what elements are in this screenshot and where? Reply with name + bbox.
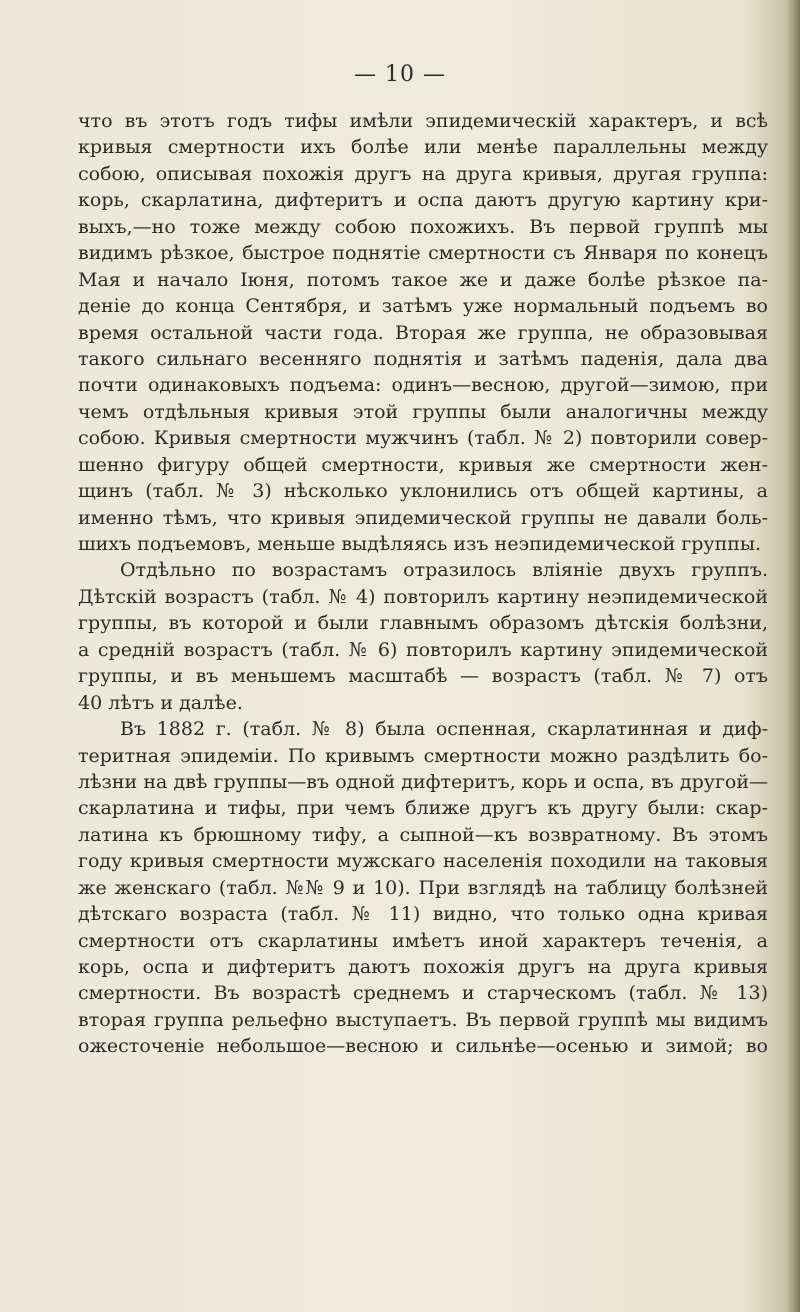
body-text	[78, 108, 768, 1060]
text-line: корь, скарлатина, дифтеритъ и оспа даютъ другую картину кри-	[78, 189, 768, 212]
text-line: дѣтскаго возраста (табл. № 11) видно, что только одна кривая	[78, 903, 768, 926]
text-line: ожесточеніе небольшое—весною и сильнѣе—осенью и зимой; во	[78, 1035, 768, 1058]
text-line: теритная эпидеміи. По кривымъ смертности можно раздѣлить бо-	[78, 744, 768, 767]
text-line: смертности. Въ возрастѣ среднемъ и старческомъ (табл. № 13)	[78, 982, 768, 1005]
text-line: вторая группа рельефно выступаетъ. Въ первой группѣ мы видимъ	[78, 1008, 768, 1031]
text-line: собою. Кривыя смертности мужчинъ (табл. № 2) повторили совер-	[78, 427, 768, 450]
text-line: кривыя смертности ихъ болѣе или менѣе параллельны между	[78, 136, 768, 159]
text-line: шихъ подъемовъ, меньше выдѣляясь изъ неэпидемической группы.	[78, 533, 762, 555]
text-line: именно тѣмъ, что кривыя эпидемической группы не давали боль-	[78, 506, 768, 529]
text-line: Дѣтскій возрастъ (табл. № 4) повторилъ картину неэпидемической	[78, 585, 768, 608]
text-line: что въ этотъ годъ тифы имѣли эпидемическій характеръ, и всѣ	[78, 110, 768, 132]
page-number: — 10 —	[354, 62, 446, 87]
text-line: деніе до конца Сентября, и затѣмъ уже нормальный подъемъ во	[78, 295, 768, 318]
text-line: же женскаго (табл. №№ 9 и 10). При взглядѣ на таблицу болѣзней	[78, 876, 768, 899]
page-edge-shadow	[786, 0, 800, 1312]
text-line: щинъ (табл. № 3) нѣсколько уклонились отъ общей картины, а	[78, 480, 768, 503]
text-line: лѣзни на двѣ группы—въ одной дифтеритъ, корь и оспа, въ другой—	[78, 770, 768, 793]
text-line: почти одинаковыхъ подъема: одинъ—весною, другой—зимою, при	[78, 374, 768, 397]
text-line: шенно фигуру общей смертности, кривыя же смертности жен-	[78, 453, 768, 476]
text-line: латина къ брюшному тифу, а сыпной—къ возвратному. Въ этомъ	[78, 823, 768, 846]
paragraph-start-line: Въ 1882 г. (табл. № 8) была оспенная, скарлатинная и диф-	[120, 718, 768, 741]
text-line: смертности отъ скарлатины имѣетъ иной характеръ теченія, а	[78, 929, 768, 952]
text-line: чемъ отдѣльныя кривыя этой группы были аналогичны между	[78, 400, 768, 423]
text-line: время остальной части года. Вторая же группа, не образовывая	[78, 321, 768, 344]
text-line: скарлатина и тифы, при чемъ ближе другъ къ другу были: скар-	[78, 797, 768, 820]
text-line: Мая и начало Іюня, потомъ такое же и даже болѣе рѣзкое па-	[78, 268, 768, 291]
text-line: такого сильнаго весенняго поднятія и затѣмъ паденія, дала два	[78, 347, 768, 370]
text-line: году кривыя смертности мужскаго населенія походили на таковыя	[78, 850, 768, 873]
text-line: выхъ,—но тоже между собою похожихъ. Въ первой группѣ мы	[78, 215, 768, 238]
paragraph-start-line: Отдѣльно по возрастамъ отразилось вліяніе двухъ группъ.	[120, 559, 768, 582]
text-line: видимъ рѣзкое, быстрое поднятіе смертности съ Января по конецъ	[78, 242, 768, 265]
text-line: а средній возрастъ (табл. № 6) повторилъ картину эпидемической	[78, 638, 768, 661]
text-line: 40 лѣтъ и далѣе.	[78, 691, 243, 714]
text-line: группы, въ которой и были главнымъ образомъ дѣтскія болѣзни,	[78, 612, 768, 635]
text-line: собою, описывая похожія другъ на друга кривыя, другая группа:	[78, 162, 768, 185]
text-line: группы, и въ меньшемъ масштабѣ — возрастъ (табл. № 7) отъ	[78, 665, 768, 688]
text-line: корь, оспа и дифтеритъ даютъ похожія другъ на друга кривыя	[78, 956, 768, 978]
